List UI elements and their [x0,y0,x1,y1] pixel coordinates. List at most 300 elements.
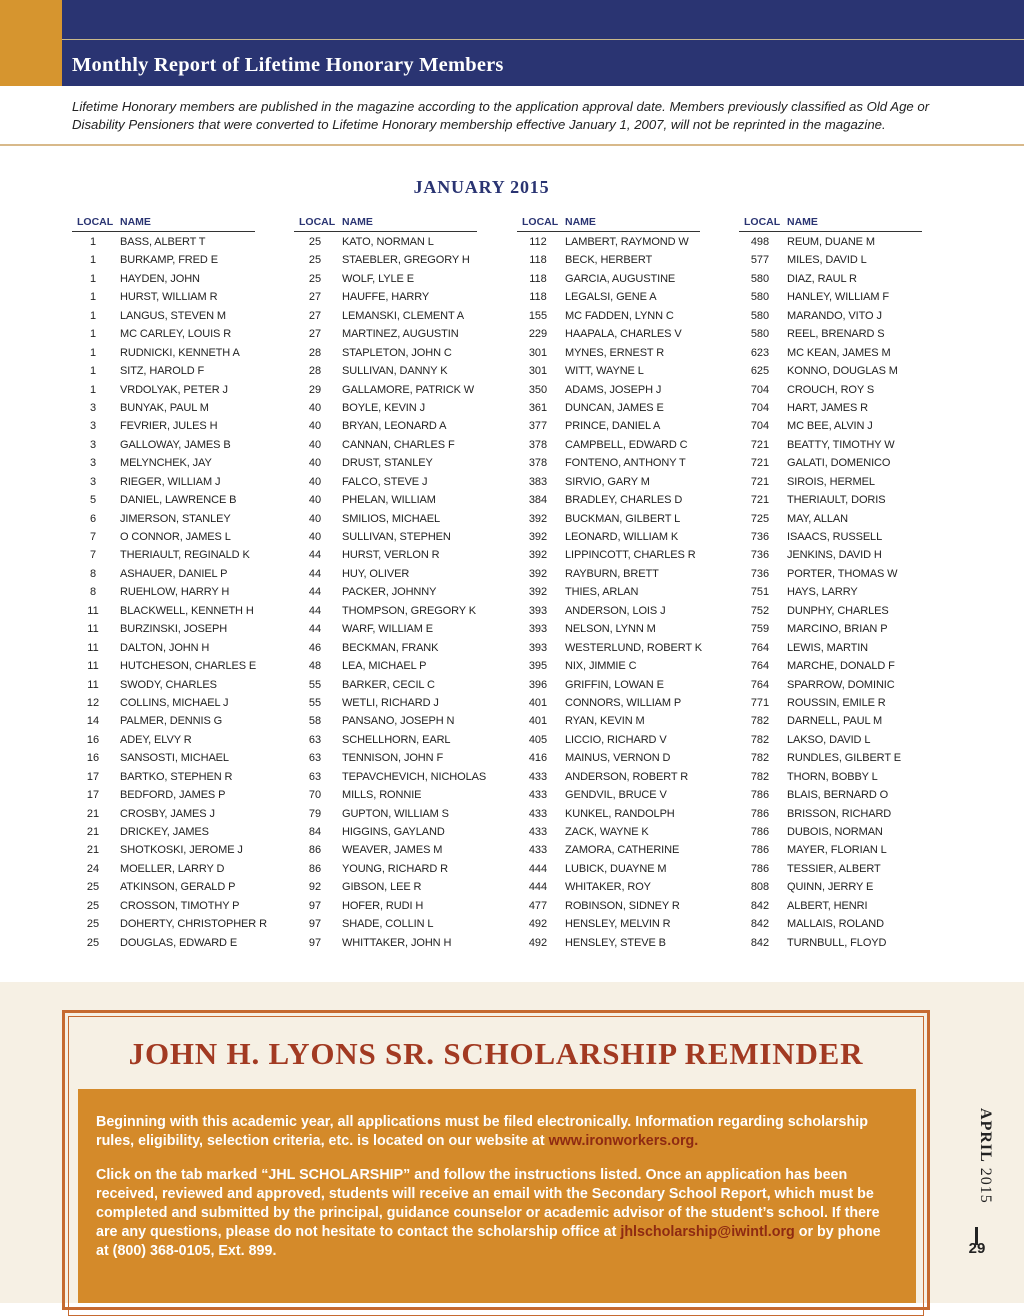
member-row [739,841,922,859]
page-title: Monthly Report of Lifetime Honorary Members [72,54,504,76]
member-name: NELSON, LYNN M [565,623,656,636]
member-name: BEATTY, TIMOTHY W [787,438,895,451]
member-row [517,473,700,491]
member-row [294,786,477,804]
email-link[interactable]: jhlscholarship@iwintl.org [620,1224,795,1240]
member-row [517,417,700,435]
local-number: 392 [528,512,548,525]
members-column-3 [517,214,700,952]
local-number: 63 [308,752,322,765]
member-row [294,749,477,767]
member-name: SWODY, CHARLES [120,678,217,691]
member-name: GRIFFIN, LOWAN E [565,678,664,691]
local-number: 1 [89,236,97,248]
member-name: KUNKEL, RANDOLPH [565,807,675,820]
member-row [517,251,700,269]
member-row [294,602,477,620]
local-number: 1 [89,383,97,396]
local-number: 736 [750,567,770,580]
member-name: SHOTKOSKI, JEROME J [120,844,243,857]
member-name: BLACKWELL, KENNETH H [120,604,254,617]
member-row [294,491,477,509]
local-number: 24 [86,862,100,875]
local-number: 786 [750,826,770,838]
local-number: 721 [750,494,770,507]
local-number: 118 [529,254,547,267]
local-number: 751 [750,586,770,599]
member-row [739,620,922,638]
member-name: BLAIS, BERNARD O [787,789,889,802]
member-row [72,583,255,601]
member-name: FONTENO, ANTHONY T [565,457,686,470]
member-row [517,805,700,823]
local-number: 17 [86,770,100,783]
local-number: 40 [308,475,322,488]
header-rule [62,39,1024,40]
member-name: LAMBERT, RAYMOND W [565,236,689,248]
local-number: 577 [750,254,770,267]
member-row [72,546,255,564]
member-name: DUNPHY, CHARLES [787,604,889,617]
member-name: MALLAIS, ROLAND [787,918,884,931]
local-number: 79 [308,807,322,820]
member-row [294,676,477,694]
local-number: 3 [89,457,97,470]
member-row [294,657,477,675]
member-row [294,878,477,896]
local-number: 396 [528,678,548,691]
member-row [294,768,487,786]
member-rows [294,232,487,952]
local-number: 625 [750,365,770,378]
local-number: 704 [750,420,770,433]
member-name: RUDNICKI, KENNETH A [120,346,240,359]
local-number: 92 [308,881,322,894]
member-name: BRYAN, LEONARD A [342,420,447,433]
member-row [72,934,255,952]
local-number: 301 [528,346,548,359]
local-number: 782 [750,715,770,728]
local-number: 492 [528,936,548,949]
member-row [739,233,922,251]
member-row [294,712,477,730]
member-name: ADEY, ELVY R [120,733,192,746]
local-number: 21 [86,807,100,820]
local-number: 764 [750,678,770,691]
member-name: PANSANO, JOSEPH N [342,715,455,728]
local-number: 8 [89,567,97,580]
member-row [739,288,922,306]
member-name: MILLS, RONNIE [342,789,422,802]
member-row [72,473,255,491]
local-header: LOCAL [299,216,336,228]
local-number: 416 [528,752,548,765]
member-row [517,381,700,399]
member-name: RUNDLES, GILBERT E [787,752,901,765]
local-number: 6 [89,512,97,525]
member-row [517,436,700,454]
member-row [72,381,255,399]
member-row [739,915,922,933]
local-number: 44 [308,623,322,636]
member-row [294,546,477,564]
member-name: SULLIVAN, STEPHEN [342,531,451,543]
local-number: 401 [528,715,548,728]
member-name: JIMERSON, STANLEY [120,512,231,525]
member-name: CROUCH, ROY S [787,383,875,396]
member-name: WARF, WILLIAM E [342,623,433,636]
member-row [72,602,255,620]
member-row [517,841,700,859]
local-number: 786 [750,862,770,875]
local-number: 1 [89,272,97,285]
name-header: NAME [565,216,596,228]
member-row [517,694,700,712]
local-number: 155 [528,309,548,322]
member-row [294,307,477,325]
member-name: MARCINO, BRIAN P [787,623,888,636]
member-row [72,676,255,694]
local-number: 27 [308,291,322,304]
member-row [739,823,922,841]
member-row [72,510,255,528]
local-number: 771 [750,696,770,709]
member-name: MC KEAN, JAMES M [787,346,891,359]
local-number: 433 [528,807,548,820]
local-number: 7 [89,549,97,562]
member-name: LIPPINCOTT, CHARLES R [565,549,696,562]
local-number: 808 [750,881,770,894]
member-row [72,823,255,841]
member-name: SULLIVAN, DANNY K [342,365,448,378]
member-row [72,620,255,638]
local-number: 86 [308,862,322,875]
member-row [294,251,477,269]
local-number: 444 [528,862,548,875]
member-name: DRUST, STANLEY [342,457,433,470]
member-name: BASS, ALBERT T [120,236,206,248]
local-number: 736 [750,531,770,543]
member-name: LEMANSKI, CLEMENT A [342,309,464,322]
local-number: 118 [529,291,547,304]
member-name: HURST, WILLIAM R [120,291,218,304]
member-row [294,583,477,601]
member-row [72,841,255,859]
member-row [72,805,255,823]
member-name: HUY, OLIVER [342,567,410,580]
member-row [72,251,255,269]
member-name: DOHERTY, CHRISTOPHER R [120,918,267,931]
local-number: 721 [750,438,770,451]
member-name: MELYNCHEK, JAY [120,457,212,470]
member-name: SHADE, COLLIN L [342,918,434,931]
member-row [517,270,700,288]
member-row [294,934,477,952]
local-number: 1 [89,254,97,267]
member-row [72,270,255,288]
member-row [294,233,477,251]
member-name: DOUGLAS, EDWARD E [120,936,238,949]
intro-text: Lifetime Honorary members are published in the magazine according to the application approval date. Members previously classified as Old Age or Disability Pensioners that were converted to Lifetime Honorary membership effective January 1, 2007, will not be reprinted in the magazine. [72,99,930,132]
member-name: TEPAVCHEVICH, NICHOLAS [342,770,487,783]
local-number: 782 [750,752,770,765]
member-name: CAMPBELL, EDWARD C [565,438,688,451]
local-number: 40 [308,438,322,451]
local-number: 1 [89,346,97,359]
member-row [294,565,477,583]
member-row [517,546,700,564]
column-header [739,214,922,232]
member-row [517,823,700,841]
member-row [739,381,922,399]
local-number: 63 [308,733,322,746]
local-number: 55 [308,678,322,691]
local-number: 84 [308,826,322,838]
paragraph-text: Beginning with this academic year, all applications must be filed electronically. Information regarding scholarship rules, eligibility, selection criteria, etc. is located on our website at [96,1114,868,1149]
local-number: 40 [308,401,322,414]
member-name: WETLI, RICHARD J [342,696,439,709]
local-number: 433 [528,770,548,783]
member-name: BEDFORD, JAMES P [120,789,226,802]
member-row [517,344,700,362]
member-row [72,288,255,306]
member-name: THERIAULT, REGINALD K [120,549,250,562]
local-number: 3 [89,401,97,414]
member-name: GUPTON, WILLIAM S [342,807,449,820]
member-name: ZACK, WAYNE K [565,826,649,838]
column-header [517,214,700,232]
member-row [517,288,700,306]
member-name: GALATI, DOMENICO [787,457,891,470]
member-row [294,381,477,399]
local-number: 25 [308,254,322,267]
member-name: COLLINS, MICHAEL J [120,696,229,709]
member-name: MC BEE, ALVIN J [787,420,873,433]
local-number: 97 [308,936,322,949]
member-name: HOFER, RUDI H [342,899,424,912]
local-number: 384 [528,494,548,507]
member-name: LEGALSI, GENE A [565,291,657,304]
local-header: LOCAL [744,216,781,228]
member-row [739,473,922,491]
local-number: 350 [528,383,548,396]
local-number: 97 [308,918,322,931]
paragraph-tail: or by phone at (800) 368-0105, Ext. 899. [96,1224,881,1259]
member-name: MAYER, FLORIAN L [787,844,887,857]
member-row [739,454,922,472]
member-row [294,510,477,528]
local-number: 70 [308,789,322,802]
member-name: SMILIOS, MICHAEL [342,512,441,525]
local-number: 8 [89,586,97,599]
member-name: DUNCAN, JAMES E [565,401,664,414]
local-number: 721 [750,457,770,470]
member-row [739,417,922,435]
member-row [739,565,922,583]
local-number: 392 [528,567,548,580]
member-name: O CONNOR, JAMES L [120,531,231,543]
member-name: THERIAULT, DORIS [787,494,886,507]
local-number: 3 [89,420,97,433]
local-number: 786 [750,789,770,802]
member-row [739,694,922,712]
local-number: 58 [308,715,322,728]
local-number: 786 [750,807,770,820]
local-number: 405 [528,733,548,746]
member-name: PORTER, THOMAS W [787,567,898,580]
member-row [739,712,922,730]
member-name: BURKAMP, FRED E [120,254,218,267]
member-row [294,454,477,472]
member-row [517,399,700,417]
paragraph-text: Click on the tab marked “JHL SCHOLARSHIP” and follow the instructions listed. Once an application has been received, reviewed and approved, students will receive an email with the Secondary School Report, which must be completed and submitted by the principal, guidance counselor or academic advisor of the student’s school. If there are any questions, please do not hesitate to contact the scholarship office at [96,1167,880,1240]
member-row [739,344,922,362]
member-name: BECK, HERBERT [565,254,653,267]
member-name: HART, JAMES R [787,401,869,414]
member-name: GENDVIL, BRUCE V [565,789,667,802]
local-number: 1 [89,365,97,378]
local-header: LOCAL [77,216,114,228]
member-row [72,639,255,657]
member-row [294,694,477,712]
local-number: 580 [750,309,770,322]
member-row [294,270,477,288]
local-number: 1 [89,291,97,304]
members-column-4 [739,214,922,952]
local-number: 27 [308,328,322,341]
local-number: 433 [528,826,548,838]
member-name: RIEGER, WILLIAM J [120,475,221,488]
member-row [517,749,700,767]
local-number: 25 [86,936,100,949]
member-row [72,233,255,251]
member-row [739,934,922,952]
member-row [72,362,255,380]
member-name: CROSBY, JAMES J [120,807,215,820]
local-number: 11 [87,660,99,673]
member-name: HAYDEN, JOHN [120,272,200,285]
member-row [72,307,255,325]
member-row [294,639,477,657]
local-number: 118 [529,272,547,285]
member-name: BARKER, CECIL C [342,678,435,691]
local-number: 704 [750,383,770,396]
local-number: 11 [87,604,99,617]
member-name: BUCKMAN, GILBERT L [565,512,681,525]
local-number: 11 [87,641,99,654]
member-name: TESSIER, ALBERT [787,862,881,875]
member-name: WOLF, LYLE E [342,272,414,285]
local-number: 3 [89,475,97,488]
member-row [739,768,922,786]
member-row [739,676,922,694]
member-name: MAY, ALLAN [787,512,848,525]
member-row [72,712,255,730]
member-row [517,860,700,878]
local-number: 301 [528,365,548,378]
member-row [517,510,700,528]
member-row [72,915,267,933]
local-number: 16 [86,752,100,765]
member-row [294,344,477,362]
local-number: 229 [528,328,548,341]
local-number: 28 [308,365,322,378]
member-name: RUEHLOW, HARRY H [120,586,230,599]
member-name: MOELLER, LARRY D [120,862,225,875]
member-name: STAEBLER, GREGORY H [342,254,470,267]
member-row [294,399,477,417]
local-number: 14 [86,715,100,728]
name-header: NAME [342,216,373,228]
member-name: HANLEY, WILLIAM F [787,291,890,304]
member-name: QUINN, JERRY E [787,881,874,894]
member-name: REEL, BRENARD S [787,328,885,341]
member-name: MC CARLEY, LOUIS R [120,328,232,341]
local-number: 395 [528,660,548,673]
member-name: LEONARD, WILLIAM K [565,531,679,543]
member-name: HAUFFE, HARRY [342,291,430,304]
member-name: KATO, NORMAN L [342,236,434,248]
member-name: GALLOWAY, JAMES B [120,438,231,451]
local-number: 46 [308,641,322,654]
member-row [294,362,477,380]
member-row [294,860,477,878]
member-name: PHELAN, WILLIAM [342,494,436,507]
member-name: ATKINSON, GERALD P [120,881,236,894]
member-name: THOMPSON, GREGORY K [342,604,476,617]
member-row [72,399,255,417]
member-name: LICCIO, RICHARD V [565,733,667,746]
member-row [72,694,255,712]
member-row [72,344,255,362]
member-row [517,620,700,638]
member-name: BARTKO, STEPHEN R [120,770,233,783]
local-number: 842 [750,936,770,949]
member-row [294,897,477,915]
local-number: 44 [308,567,322,580]
member-name: BOYLE, KEVIN J [342,401,425,414]
member-row [72,897,255,915]
local-number: 12 [86,696,100,709]
member-row [739,805,922,823]
local-number: 842 [750,918,770,931]
member-row [294,325,477,343]
website-link[interactable]: www.ironworkers.org. [548,1133,699,1149]
local-number: 112 [529,236,547,248]
member-name: BECKMAN, FRANK [342,641,439,654]
member-name: GIBSON, LEE R [342,881,422,894]
local-number: 44 [308,604,322,617]
column-header [294,214,477,232]
member-name: ASHAUER, DANIEL P [120,567,228,580]
member-row [517,325,700,343]
local-number: 383 [528,475,548,488]
member-row [739,362,922,380]
member-row [294,436,477,454]
local-number: 492 [528,918,548,931]
local-number: 7 [89,531,97,543]
member-name: WHITAKER, ROY [565,881,651,894]
member-row [517,768,700,786]
member-row [739,307,922,325]
member-name: WEAVER, JAMES M [342,844,443,857]
member-name: CONNORS, WILLIAM P [565,696,682,709]
member-row [739,510,922,528]
member-row [72,786,255,804]
member-name: BURZINSKI, JOSEPH [120,623,228,636]
local-number: 28 [308,346,322,359]
member-name: MARTINEZ, AUGUSTIN [342,328,459,341]
